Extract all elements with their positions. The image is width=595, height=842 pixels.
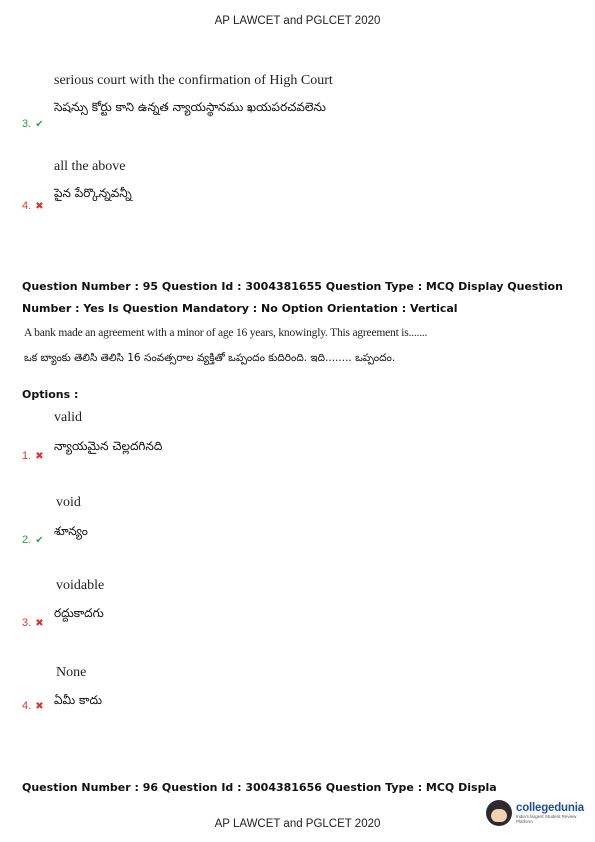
q95-option-4-telugu: ఏమీ కాదు: [54, 693, 103, 707]
cross-icon: ✖: [35, 451, 44, 462]
check-icon: ✔: [35, 119, 44, 130]
mascot-icon: [486, 800, 512, 826]
q95-option-2-telugu: శూన్యం: [54, 524, 88, 538]
option-3-telugu: సెషన్సు కోర్టు కాని ఉన్నత న్యాయస్థానము ఖయపరచవలెను: [54, 100, 326, 114]
question-95-text-telugu: ఒక బ్యాంకు తెలిసి తెలిసి 16 సంవత్సరాల వ్యక్తితో ఒప్పందం కుదిరింది. ఇది........ ఒప్పందం.: [24, 352, 396, 364]
q95-option-4-number: 4. ✖: [22, 700, 44, 712]
question-96-meta-line-1: Question Number : 96 Question Id : 3004381656 Question Type : MCQ Displa: [22, 781, 497, 794]
q95-option-2-number: 2. ✔: [22, 534, 44, 546]
question-95-text-english: A bank made an agreement with a minor of age 16 years, knowingly. This agreement is.......: [24, 327, 428, 339]
logo-name: collegedunia: [516, 802, 584, 814]
check-icon: ✔: [35, 535, 44, 546]
q95-option-3-telugu: రద్దుకాదగు: [54, 606, 104, 620]
logo-tagline: India's largest Student Review Platform: [516, 814, 577, 824]
question-95-meta-line-1: Question Number : 95 Question Id : 3004381655 Question Type : MCQ Display Question: [22, 280, 563, 293]
option-4-telugu: పైన పేర్కొన్నవన్నీ: [54, 186, 132, 200]
option-4-number: 4. ✖: [22, 200, 44, 212]
question-95-meta-line-2: Number : Yes Is Question Mandatory : No Option Orientation : Vertical: [22, 302, 458, 315]
cross-icon: ✖: [35, 618, 44, 629]
options-label: Options :: [22, 388, 79, 401]
cross-icon: ✖: [35, 701, 44, 712]
q95-option-3-number: 3. ✖: [22, 617, 44, 629]
option-3-number: 3. ✔: [22, 118, 44, 130]
option-3-english: serious court with the confirmation of High Court: [54, 73, 333, 88]
q95-option-4-english: None: [56, 665, 87, 680]
page-footer: AP LAWCET and PGLCET 2020: [214, 818, 381, 830]
page-header: AP LAWCET and PGLCET 2020: [214, 15, 381, 27]
q95-option-2-english: void: [56, 495, 81, 510]
q95-option-3-english: voidable: [56, 578, 105, 593]
option-4-english: all the above: [54, 159, 126, 174]
collegedunia-logo: [486, 798, 591, 828]
cross-icon: ✖: [35, 201, 44, 212]
q95-option-1-english: valid: [54, 410, 82, 425]
q95-option-1-telugu: న్యాయమైన చెల్లదగినది: [54, 439, 163, 453]
q95-option-1-number: 1. ✖: [22, 450, 44, 462]
